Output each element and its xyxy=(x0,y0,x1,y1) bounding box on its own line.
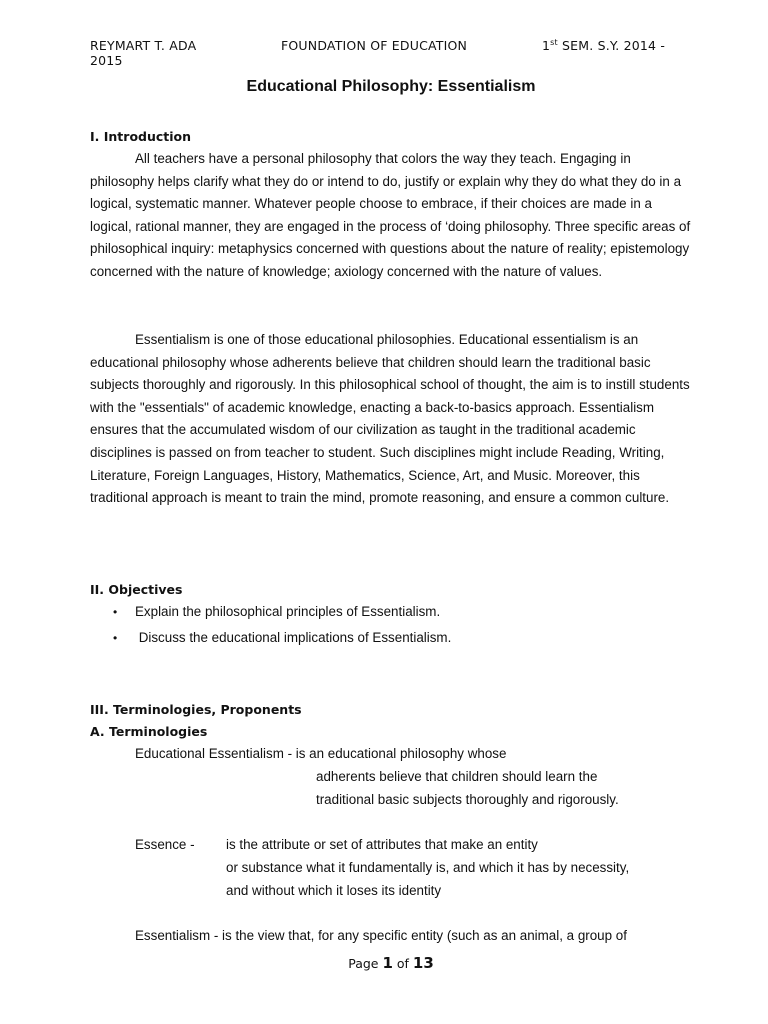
header-semester xyxy=(542,38,665,53)
page-footer xyxy=(0,954,768,972)
footer-current-page: 1 xyxy=(382,954,393,972)
term-essence-line1: is the attribute or set of attributes that make an entity xyxy=(226,837,538,852)
introduction-paragraph-2: Essentialism is one of those educational philosophies. Educational essentialism is an educational philosophy whose adherents believe that children should learn the traditional basic subjects thoroughly and rigorously. In this philosophical school of thought, the aim is to instill students with the "essentials" of academic knowledge, enacting a back-to-basics approach. Essentialism ensures that the accumulated wisdom of our civilization as taught in the traditional academic disciplines is passed on from teacher to student. Such disciplines might include Reading, Writing, Literature, Foreign Languages, History, Mathematics, Science, Art, and Music. Moreover, this traditional approach is meant to train the mind, promote reasoning, and ensure a common culture. xyxy=(90,332,690,506)
objective-text-1: Explain the philosophical principles of Essentialism. xyxy=(135,604,441,619)
term-essence-line3: and without which it loses its identity xyxy=(226,883,442,898)
objectives-heading: II. Objectives xyxy=(90,582,183,597)
footer-page-word: Page xyxy=(348,956,383,971)
header-course: FOUNDATION OF EDUCATION xyxy=(281,38,468,53)
term-educational-essentialism-line2: adherents believe that children should learn the xyxy=(316,769,598,784)
header-sem-ordinal: 1 xyxy=(542,38,551,53)
term-essentialism-line1: Essentialism - is the view that, for any specific entity (such as an animal, a group of xyxy=(135,928,627,943)
term-essence-line2: or substance what it fundamentally is, and which it has by necessity, xyxy=(226,860,630,875)
document-title: Educational Philosophy: Essentialism xyxy=(246,78,536,95)
introduction-paragraph-1: All teachers have a personal philosophy that colors the way they teach. Engaging in philosophy helps clarify what they do or intend to do, justify or explain why they do what they do in a logical, systematic manner. Whatever people choose to embrace, if their choices are made in a logical, rational manner, they are engaged in the process of ‘doing philosophy. Three specific areas of philosophical inquiry: metaphysics concerned with questions about the nature of reality; epistemology concerned with the nature of knowledge; axiology concerned with the nature of values. xyxy=(90,151,691,279)
footer-total-pages: 13 xyxy=(412,954,434,972)
header-sem-suffix: st xyxy=(550,38,558,47)
terminologies-heading: III. Terminologies, Proponents xyxy=(90,702,302,717)
term-educational-essentialism-line1: Educational Essentialism - is an educational philosophy whose xyxy=(135,746,507,761)
term-essence-label: Essence - xyxy=(135,837,195,852)
objective-item xyxy=(113,604,440,619)
header-author: REYMART T. ADA xyxy=(90,38,197,53)
header-sem-text: SEM. S.Y. 2014 - xyxy=(557,38,666,53)
objective-item xyxy=(113,630,451,645)
header-year-continuation: 2015 xyxy=(90,53,123,68)
page-header xyxy=(90,38,700,68)
terminologies-subheading: A. Terminologies xyxy=(90,724,208,739)
bullet-icon: • xyxy=(113,605,118,619)
footer-of-word: of xyxy=(392,956,413,971)
introduction-heading: I. Introduction xyxy=(90,129,192,144)
term-educational-essentialism-line3: traditional basic subjects thoroughly and rigorously. xyxy=(316,792,619,807)
bullet-icon: • xyxy=(113,631,118,645)
objective-text-2: Discuss the educational implications of Essentialism. xyxy=(135,630,452,645)
